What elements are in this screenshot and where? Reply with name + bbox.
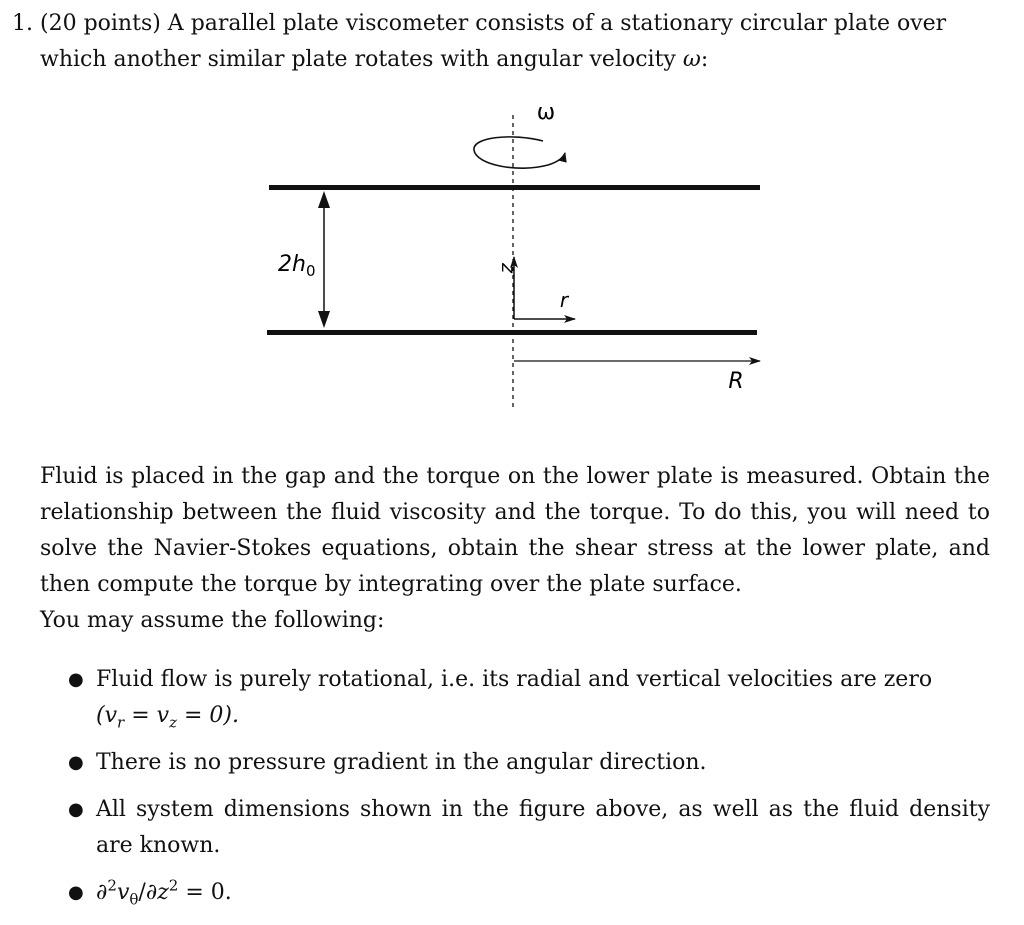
bullet-icon: ● [68,882,84,903]
rotation-arrow-icon [474,137,565,168]
bullet-icon: ● [68,669,84,690]
assumptions-list [58,662,990,922]
viscometer-diagram [0,85,1024,425]
list-item [58,792,990,864]
gap-label [278,252,316,280]
description-paragraph: Fluid is placed in the gap and the torque on the lower plate is measured. Obtain the relationship between the fluid viscosity and the torque. To do this, you will need to solve the Navier-Stokes equations, obtain the shear stress at the lower plate, and then compute the torque by integrating over the plate surface. [40,464,990,597]
gap-label-main: 2h [278,252,306,277]
assumptions-intro: You may assume the following: [40,608,385,633]
list-item [58,745,990,781]
lower-stationary-plate [267,330,757,335]
bullet-icon: ● [68,799,84,820]
gap-arrow-down-icon [318,311,330,328]
problem-intro [40,6,1002,78]
omega-symbol: ω [682,47,701,72]
r-axis-label: r [559,288,569,312]
list-item [58,875,990,911]
assumption-2-text: There is no pressure gradient in the angular direction. [96,750,707,775]
z-axis-label: z [497,263,519,273]
problem-number: 1. [12,11,33,36]
radius-label: R [728,369,744,394]
assumption-4-math: $\partial^2v_\theta/\partial z^2 = 0$. [96,876,232,909]
problem-intro-text: (20 points) A parallel plate viscometer consists of a stationary circular plate over which another similar plate rotates with angular velocity [40,11,947,72]
assumption-3-text: All system dimensions shown in the figure above, as well as the fluid density are known. [96,797,990,858]
assumption-1-text: Fluid flow is purely rotational, i.e. its radial and vertical velocities are zero [96,667,933,692]
gap-arrow-up-icon [318,191,330,208]
gap-label-subscript: 0 [305,262,316,280]
omega-label: ω [536,100,556,125]
problem-intro-end: : [700,47,709,72]
bullet-icon: ● [68,752,84,773]
list-item [58,662,990,734]
assumption-1-math: $(v_r = v_z = 0)$. [96,703,239,732]
upper-rotating-plate [269,185,760,190]
